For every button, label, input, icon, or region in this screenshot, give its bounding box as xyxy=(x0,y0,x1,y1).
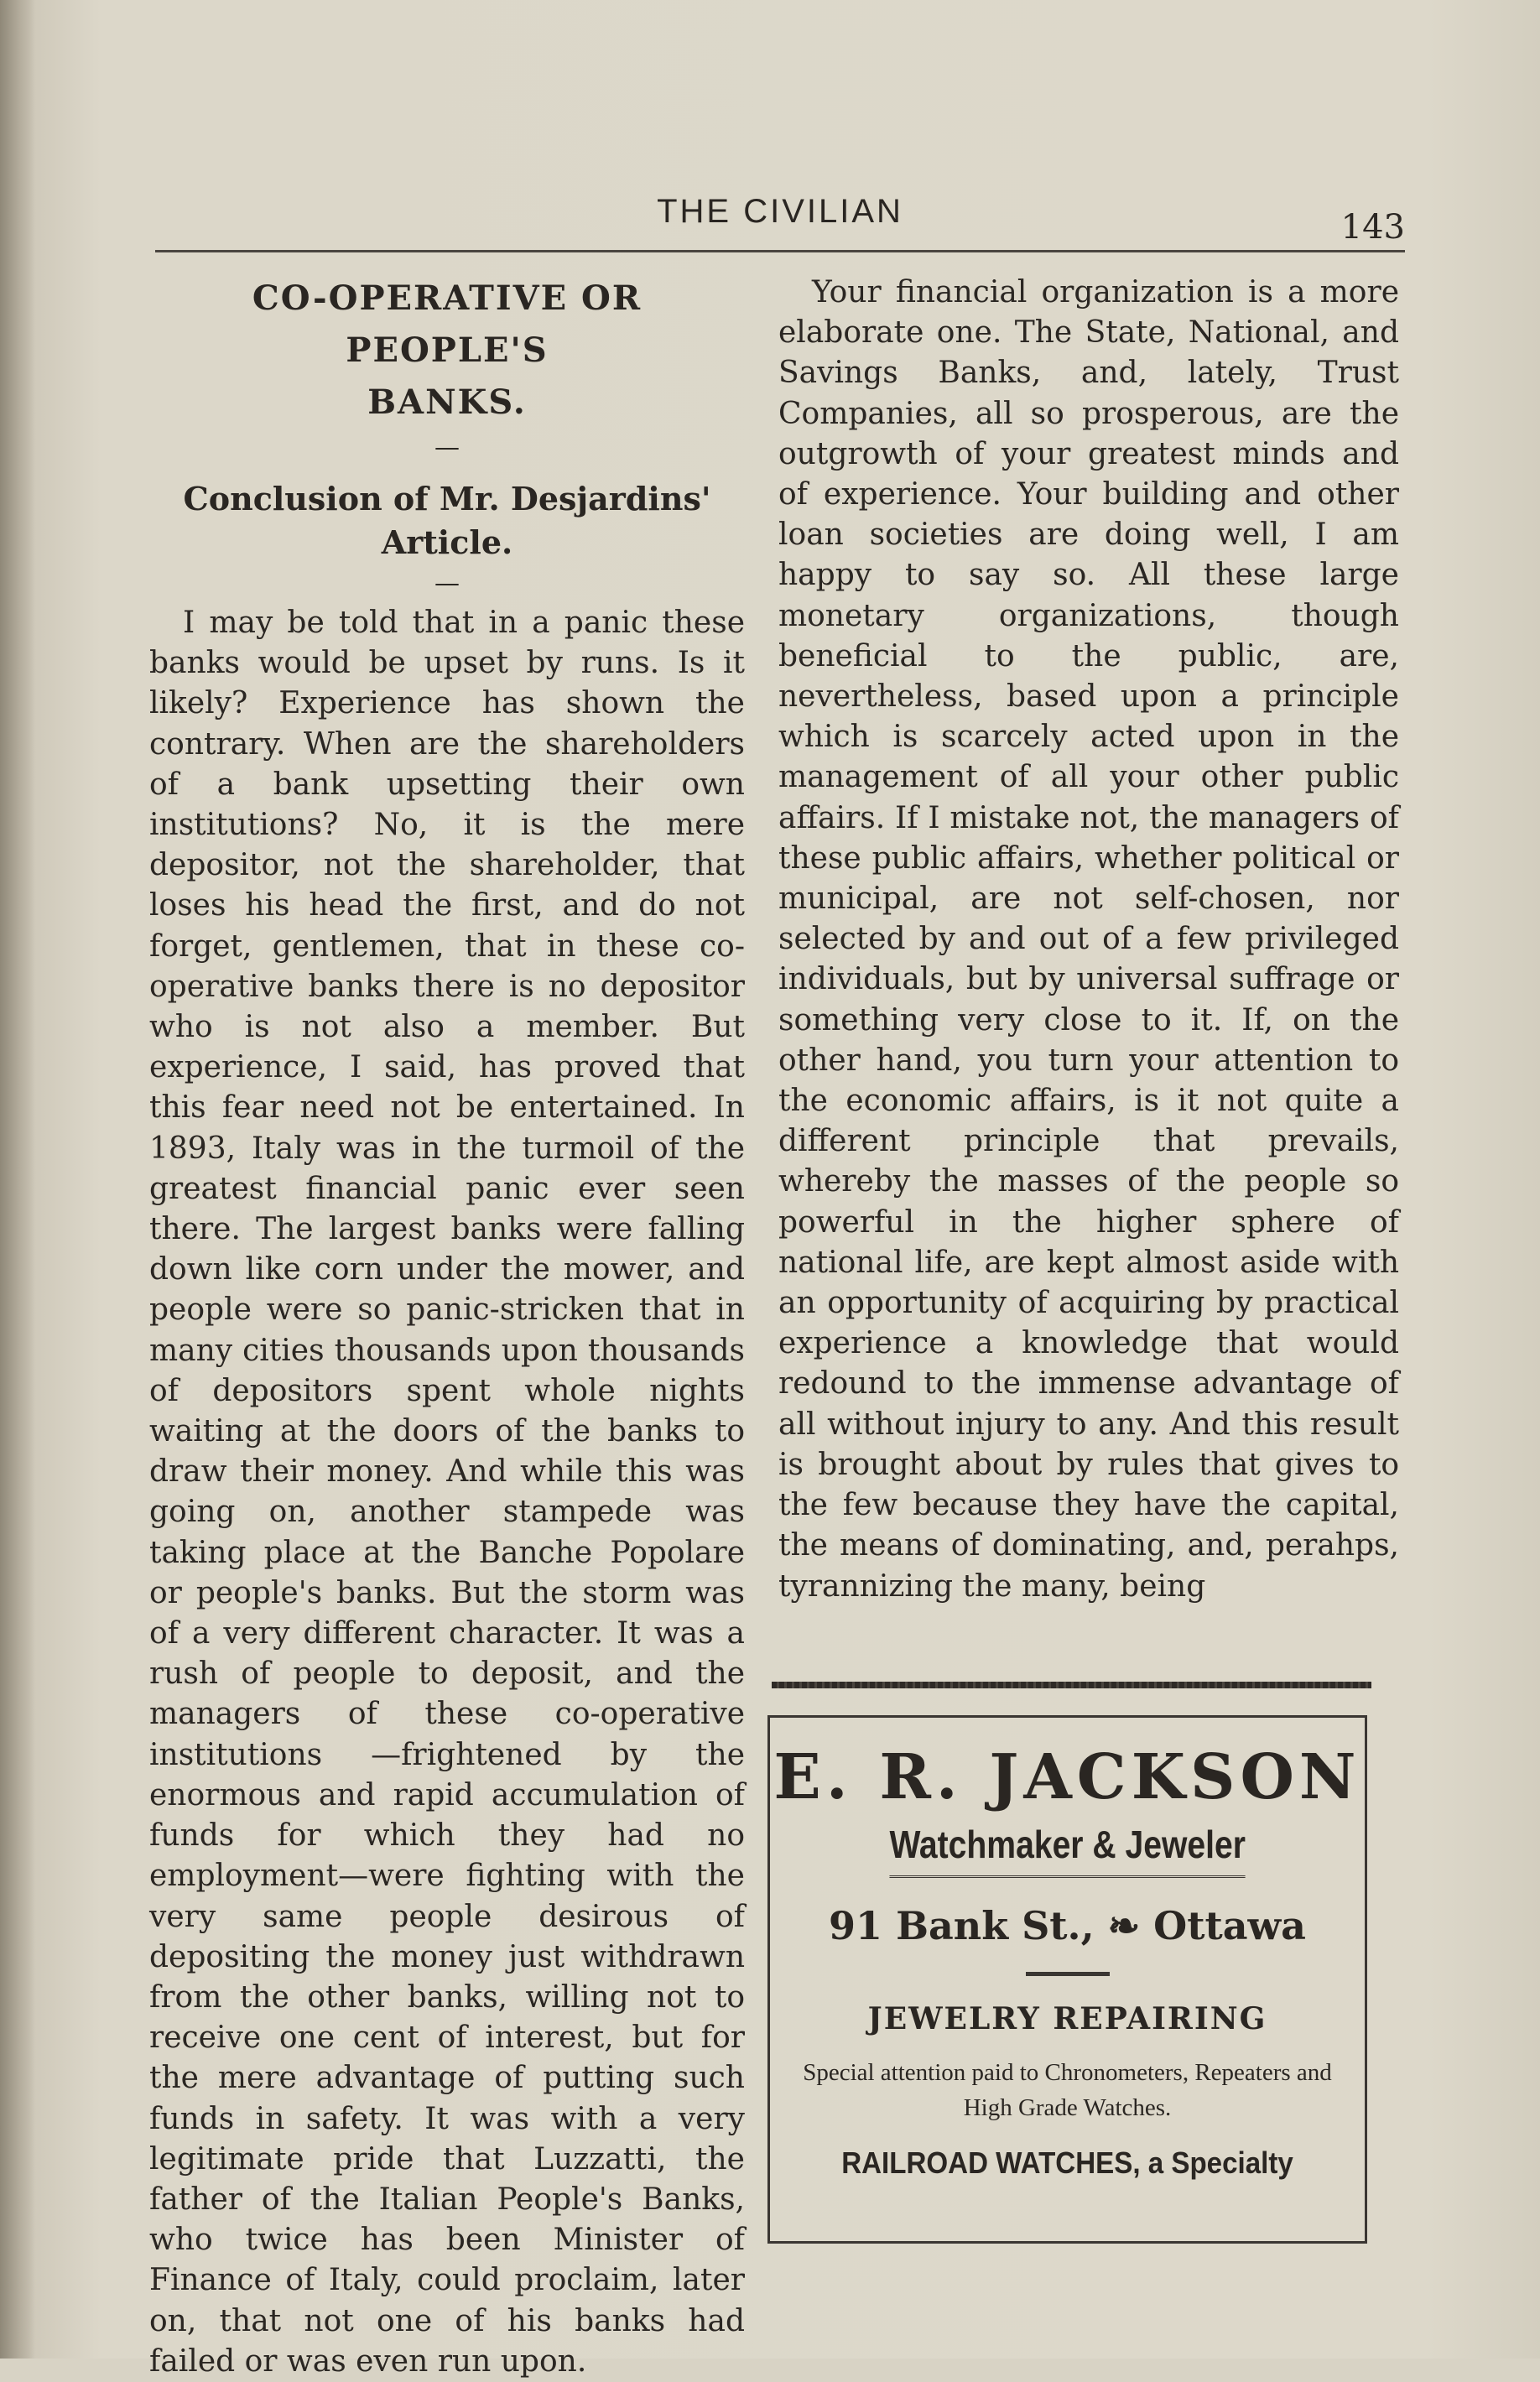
right-column xyxy=(778,273,1399,1607)
advertisement-top-rule xyxy=(772,1682,1371,1688)
header-rule xyxy=(155,250,1405,252)
page-header xyxy=(155,193,1405,252)
jackson-advertisement xyxy=(767,1715,1367,2244)
advertiser-trade: Watchmaker & Jeweler xyxy=(889,1822,1246,1878)
title-dash: — xyxy=(434,433,460,462)
advertised-service: JEWELRY REPAIRING xyxy=(867,2001,1267,2036)
advertised-specialty: RAILROAD WATCHES, a Specialty xyxy=(841,2145,1293,2180)
advertisement-divider xyxy=(1026,1972,1110,1976)
advertiser-address: 91 Bank St., ❧ Ottawa xyxy=(829,1903,1306,1948)
article-subtitle: Conclusion of Mr. Desjardins' Article. xyxy=(183,480,711,561)
subtitle-dash: — xyxy=(434,569,460,598)
right-column-text: Your financial organization is a more elaborate one. The State, National, and Savings Banks, and, lately, Trust Companies, all so prosperous, are the outgrowth of your greatest minds and of experience. Your building and other loan societies are doing well, I am happy to say so. All these large monetary organizations, though beneficial to the public, are, nevertheless, based upon a principle which is scarcely acted upon in the management of all your other public affairs. If I mistake not, the managers of these public affairs, whether political or municipal, are not self-chosen, nor selected by and out of a few privileged individuals, but by universal suffrage or something very close to it. If, on the other hand, you turn your attention to the economic affairs, is it not quite a different principle that prevails, whereby the masses of the people so powerful in the higher sphere of national life, are kept almost aside with an opportunity of acquiring by practical experience a knowledge that would redound to the immense advantage of all without injury to any. And this result is brought about by rules that gives to the few because they have the capital, the means of dominating, and, perahps, tyrannizing the many, being xyxy=(778,275,1399,1604)
advertiser-name: E. R. JACKSON xyxy=(773,1741,1361,1813)
running-head: THE CIVILIAN xyxy=(657,193,903,230)
left-column xyxy=(149,273,745,2382)
article-title-line-2: BANKS. xyxy=(367,382,527,422)
article-title-line-1: CO-OPERATIVE OR PEOPLE'S xyxy=(252,278,643,370)
page-binding-shadow xyxy=(0,0,35,2359)
advertisement-note: Special attention paid to Chronometers, Repeaters and High Grade Watches. xyxy=(803,2059,1332,2121)
page-number: 143 xyxy=(1340,208,1405,247)
left-column-text: I may be told that in a panic these banks would be upset by runs. Is it likely? Experience has shown the contrary. When are the shareholders of a bank upsetting their own institutions? No, it is the mere depositor, not the shareholder, that loses his head the first, and do not forget, gentlemen, that in these co-operative banks there is no depositor who is not also a member. But experience, I said, has proved that this fear need not be entertained. In 1893, Italy was in the turmoil of the greatest financial panic ever seen there. The largest banks were falling down like corn under the mower, and people were so panic-stricken that in many cities thousands upon thousands of depositors spent whole nights waiting at the doors of the banks to draw their money. And while this was going on, another stampede was taking place at the Banche Popolare or people's banks. But the storm was of a very different character. It was a rush of people to deposit, and the managers of these co-operative institutions —frightened by the enormous and rapid accumulation of funds for which they had no employment—were fighting with the very same people desirous of depositing the money just withdrawn from the other banks, willing not to receive one cent of interest, but for the mere advantage of putting such funds in safety. It was with a very legitimate pride that Luzzatti, the father of the Italian People's Banks, who twice has been Minister of Finance of Italy, could proclaim, later on, that not one of his banks had failed or was even run upon. xyxy=(149,606,745,2379)
article-title xyxy=(149,273,745,429)
